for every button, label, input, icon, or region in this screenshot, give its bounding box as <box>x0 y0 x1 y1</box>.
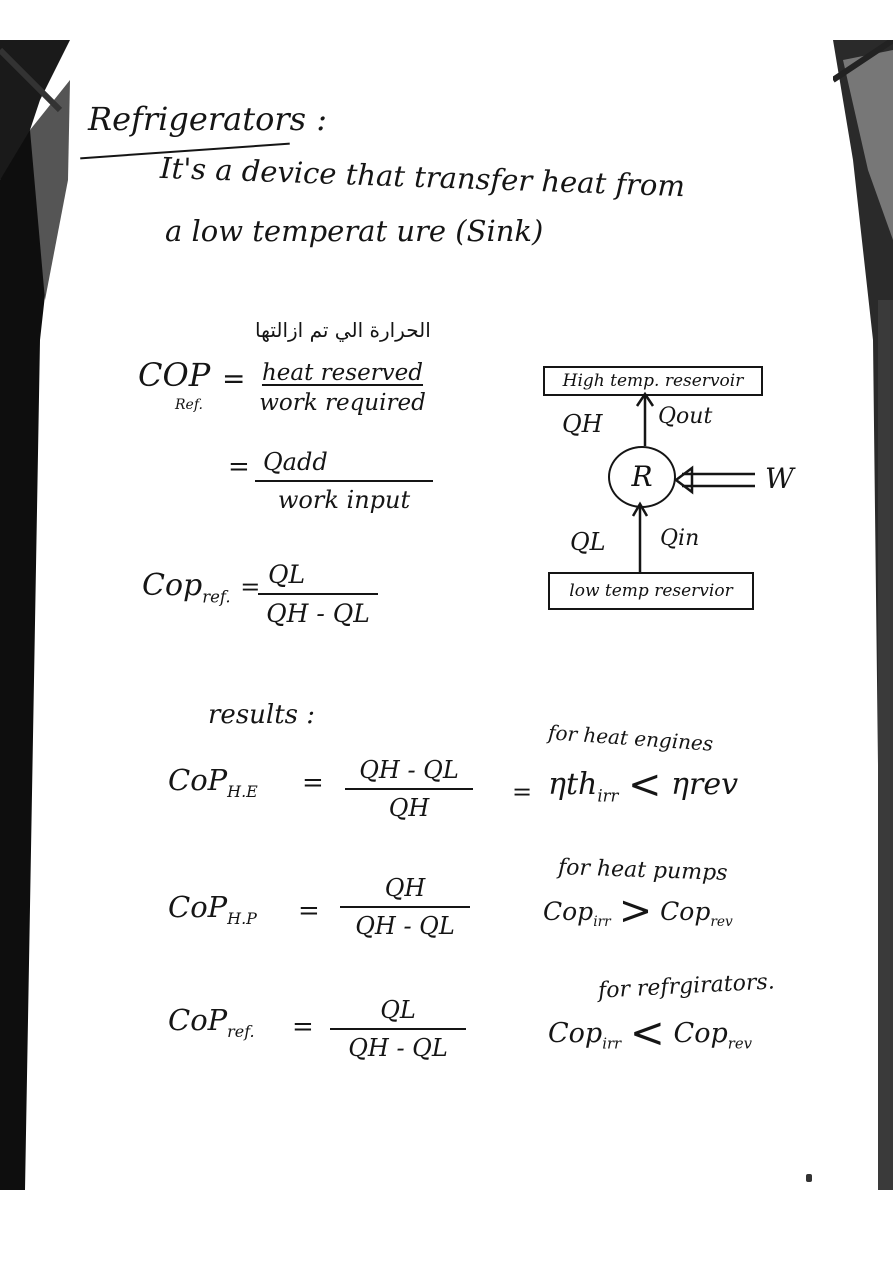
result-3-note-title: for refrgirators. <box>597 969 776 1004</box>
result-1-numerator: QH - QL <box>359 756 459 784</box>
result-2-fraction <box>340 874 470 940</box>
result-2-denominator: QH - QL <box>355 912 455 940</box>
result-1-note-title: for heat engines <box>547 720 714 756</box>
refrigerator-circle: R <box>608 446 676 508</box>
scan-edge-left <box>0 40 70 1190</box>
qin-label: Qin <box>660 526 700 551</box>
result-2-note: Cop$_{irr}$ > Cop$_{rev}$ <box>543 888 733 934</box>
scan-edge-right <box>833 40 893 1190</box>
result-1-note-eq: = <box>512 778 533 806</box>
result-3-fraction <box>330 996 466 1062</box>
cop-ref-fraction-2 <box>255 448 433 514</box>
ql-label: QL <box>570 528 606 556</box>
result-1-note: ηth$_{irr}$ < ηrev <box>548 762 739 808</box>
cop-ref-denominator: work required <box>259 390 426 416</box>
arabic-note: الحرارة الي تم ازالتها <box>255 318 431 342</box>
result-2-numerator: QH <box>384 874 426 902</box>
cop-ref-fraction <box>255 360 430 416</box>
cop-ref-numerator: heat reserved <box>261 360 424 386</box>
cop-ref-formula-denominator: QH - QL <box>266 599 370 628</box>
cop-ref-lhs: COP <box>138 356 211 394</box>
result-1-eq: = <box>302 768 324 798</box>
w-label: W <box>765 462 794 495</box>
result-3-lhs: CoP$_{ref.}$ <box>168 1003 255 1042</box>
result-3-eq: = <box>292 1012 314 1042</box>
cop-ref-lhs-sub: Ref. <box>175 397 203 413</box>
cop-ref-eq2: = <box>228 452 250 482</box>
result-1-denominator: QH <box>388 794 430 822</box>
result-2-note-title: for heat pumps <box>557 855 728 886</box>
stray-mark <box>806 1174 812 1182</box>
result-2-lhs: CoP$_{H.P}$ <box>168 890 257 929</box>
cop-ref-denominator-2: work input <box>277 486 411 514</box>
low-temp-reservoir-box: low temp reservior <box>548 572 754 610</box>
cop-ref-numerator-2: Qadd <box>263 448 328 476</box>
result-3-numerator: QL <box>380 996 416 1024</box>
cop-ref-eq: = <box>222 362 246 395</box>
result-1-lhs: CoP$_{H.E}$ <box>168 763 258 802</box>
page-heading: Refrigerators : <box>88 100 327 138</box>
cop-ref-formula-lhs: Cop$_{ref.}$ = <box>142 568 261 607</box>
definition-line-1: It's a device that transfer heat from <box>159 150 686 204</box>
definition-line-2: a low temperat ure (Sink) <box>165 214 544 248</box>
qh-label: QH <box>562 410 603 438</box>
result-1-fraction <box>345 756 473 822</box>
result-3-note: Cop$_{irr}$ < Cop$_{rev}$ <box>548 1008 753 1057</box>
high-temp-reservoir-box: High temp. reservoir <box>543 366 763 396</box>
result-2-eq: = <box>298 896 320 926</box>
qout-label: Qout <box>658 404 713 429</box>
cop-ref-formula-fraction <box>258 560 378 628</box>
results-label: results : <box>208 700 316 730</box>
result-3-denominator: QH - QL <box>348 1034 448 1062</box>
cop-ref-formula-numerator: QL <box>268 560 306 589</box>
